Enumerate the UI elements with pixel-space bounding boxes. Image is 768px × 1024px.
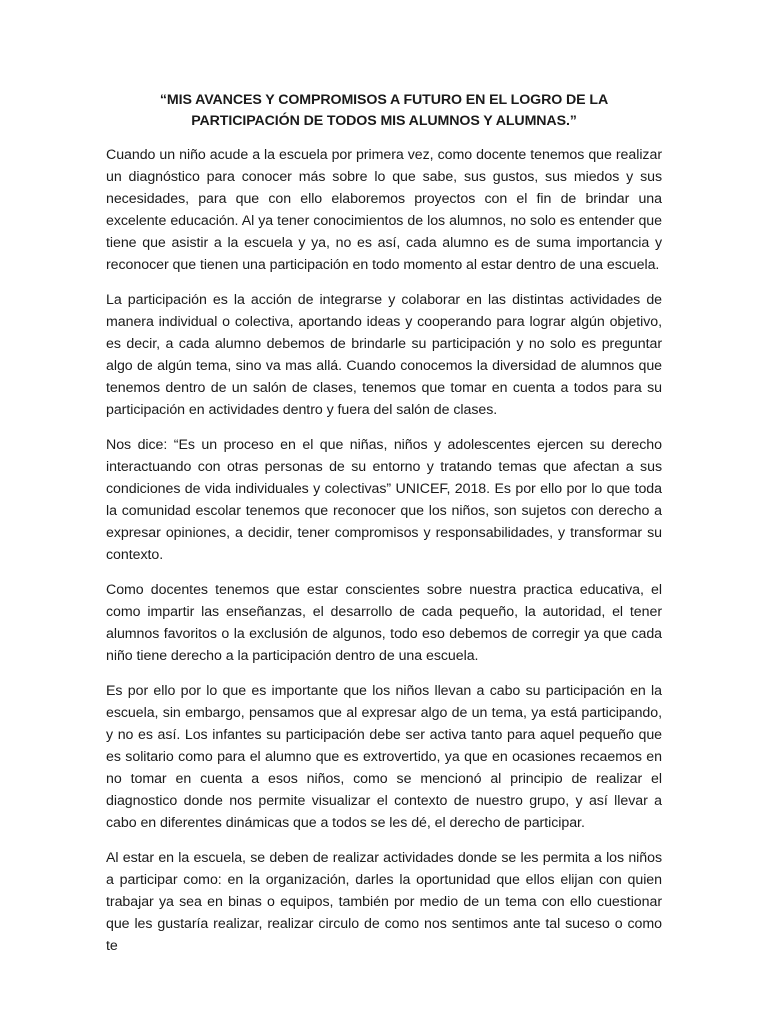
paragraph-4: Como docentes tenemos que estar conscientes sobre nuestra practica educativa, el como impartir las enseñanzas, el desarrollo de cada pequeño, la autoridad, el tener alumnos favoritos o la exclusión de algunos, todo eso debemos de corregir ya que cada niño tiene derecho a la participación dentro de una escuela. <box>106 582 662 664</box>
paragraph-5: Es por ello por lo que es importante que los niños llevan a cabo su participación en la escuela, sin embargo, pensamos que al expresar algo de un tema, ya está participando, y no es así. Los infantes su participación debe ser activa tanto para aquel pequeño que es solitario como para el alumno que es extrovertido, ya que en ocasiones recaemos en no tomar en cuenta a esos niños, como se mencionó al principio de realizar el diagnostico donde nos permite visualizar el contexto de nuestro grupo, y así llevar a cabo en diferentes dinámicas que a todos se les dé, el derecho de participar. <box>106 683 662 831</box>
paragraph-1: Cuando un niño acude a la escuela por primera vez, como docente tenemos que realizar un diagnóstico para conocer más sobre lo que sabe, sus gustos, sus miedos y sus necesidades, para que con ello elaboremos proyectos con el fin de brindar una excelente educación. Al ya tener conocimientos de los alumnos, no solo es entender que tiene que asistir a la escuela y ya, no es así, cada alumno es de suma importancia y reconocer que tienen una participación en todo momento al estar dentro de una escuela. <box>106 147 662 273</box>
document-body <box>106 90 662 970</box>
paragraph-6: Al estar en la escuela, se deben de realizar actividades donde se les permita a los niños a participar como: en la organización, darles la oportunidad que ellos elijan con quien trabajar ya sea en binas o equipos, también por medio de un tema con ello cuestionar que les gustaría realizar, realizar circulo de como nos sentimos ante tal suceso o como te <box>106 850 662 954</box>
paragraph-2: La participación es la acción de integrarse y colaborar en las distintas actividades de manera individual o colectiva, aportando ideas y cooperando para lograr algún objetivo, es decir, a cada alumno debemos de brindarle su participación y no solo es preguntar algo de algún tema, sino va mas allá. Cuando conocemos la diversidad de alumnos que tenemos dentro de un salón de clases, tenemos que tomar en cuenta a todos para su participación en actividades dentro y fuera del salón de clases. <box>106 292 662 418</box>
document-title: “MIS AVANCES Y COMPROMISOS A FUTURO EN EL LOGRO DE LA PARTICIPACIÓN DE TODOS MIS ALUMNOS Y ALUMNAS.” <box>159 92 609 129</box>
paragraph-3: Nos dice: “Es un proceso en el que niñas, niños y adolescentes ejercen su derecho interactuando con otras personas de su entorno y tratando temas que afectan a sus condiciones de vida individuales y colectivas” UNICEF, 2018. Es por ello por lo que toda la comunidad escolar tenemos que reconocer que los niños, son sujetos con derecho a expresar opiniones, a decidir, tener compromisos y responsabilidades, y transformar su contexto. <box>106 437 662 563</box>
